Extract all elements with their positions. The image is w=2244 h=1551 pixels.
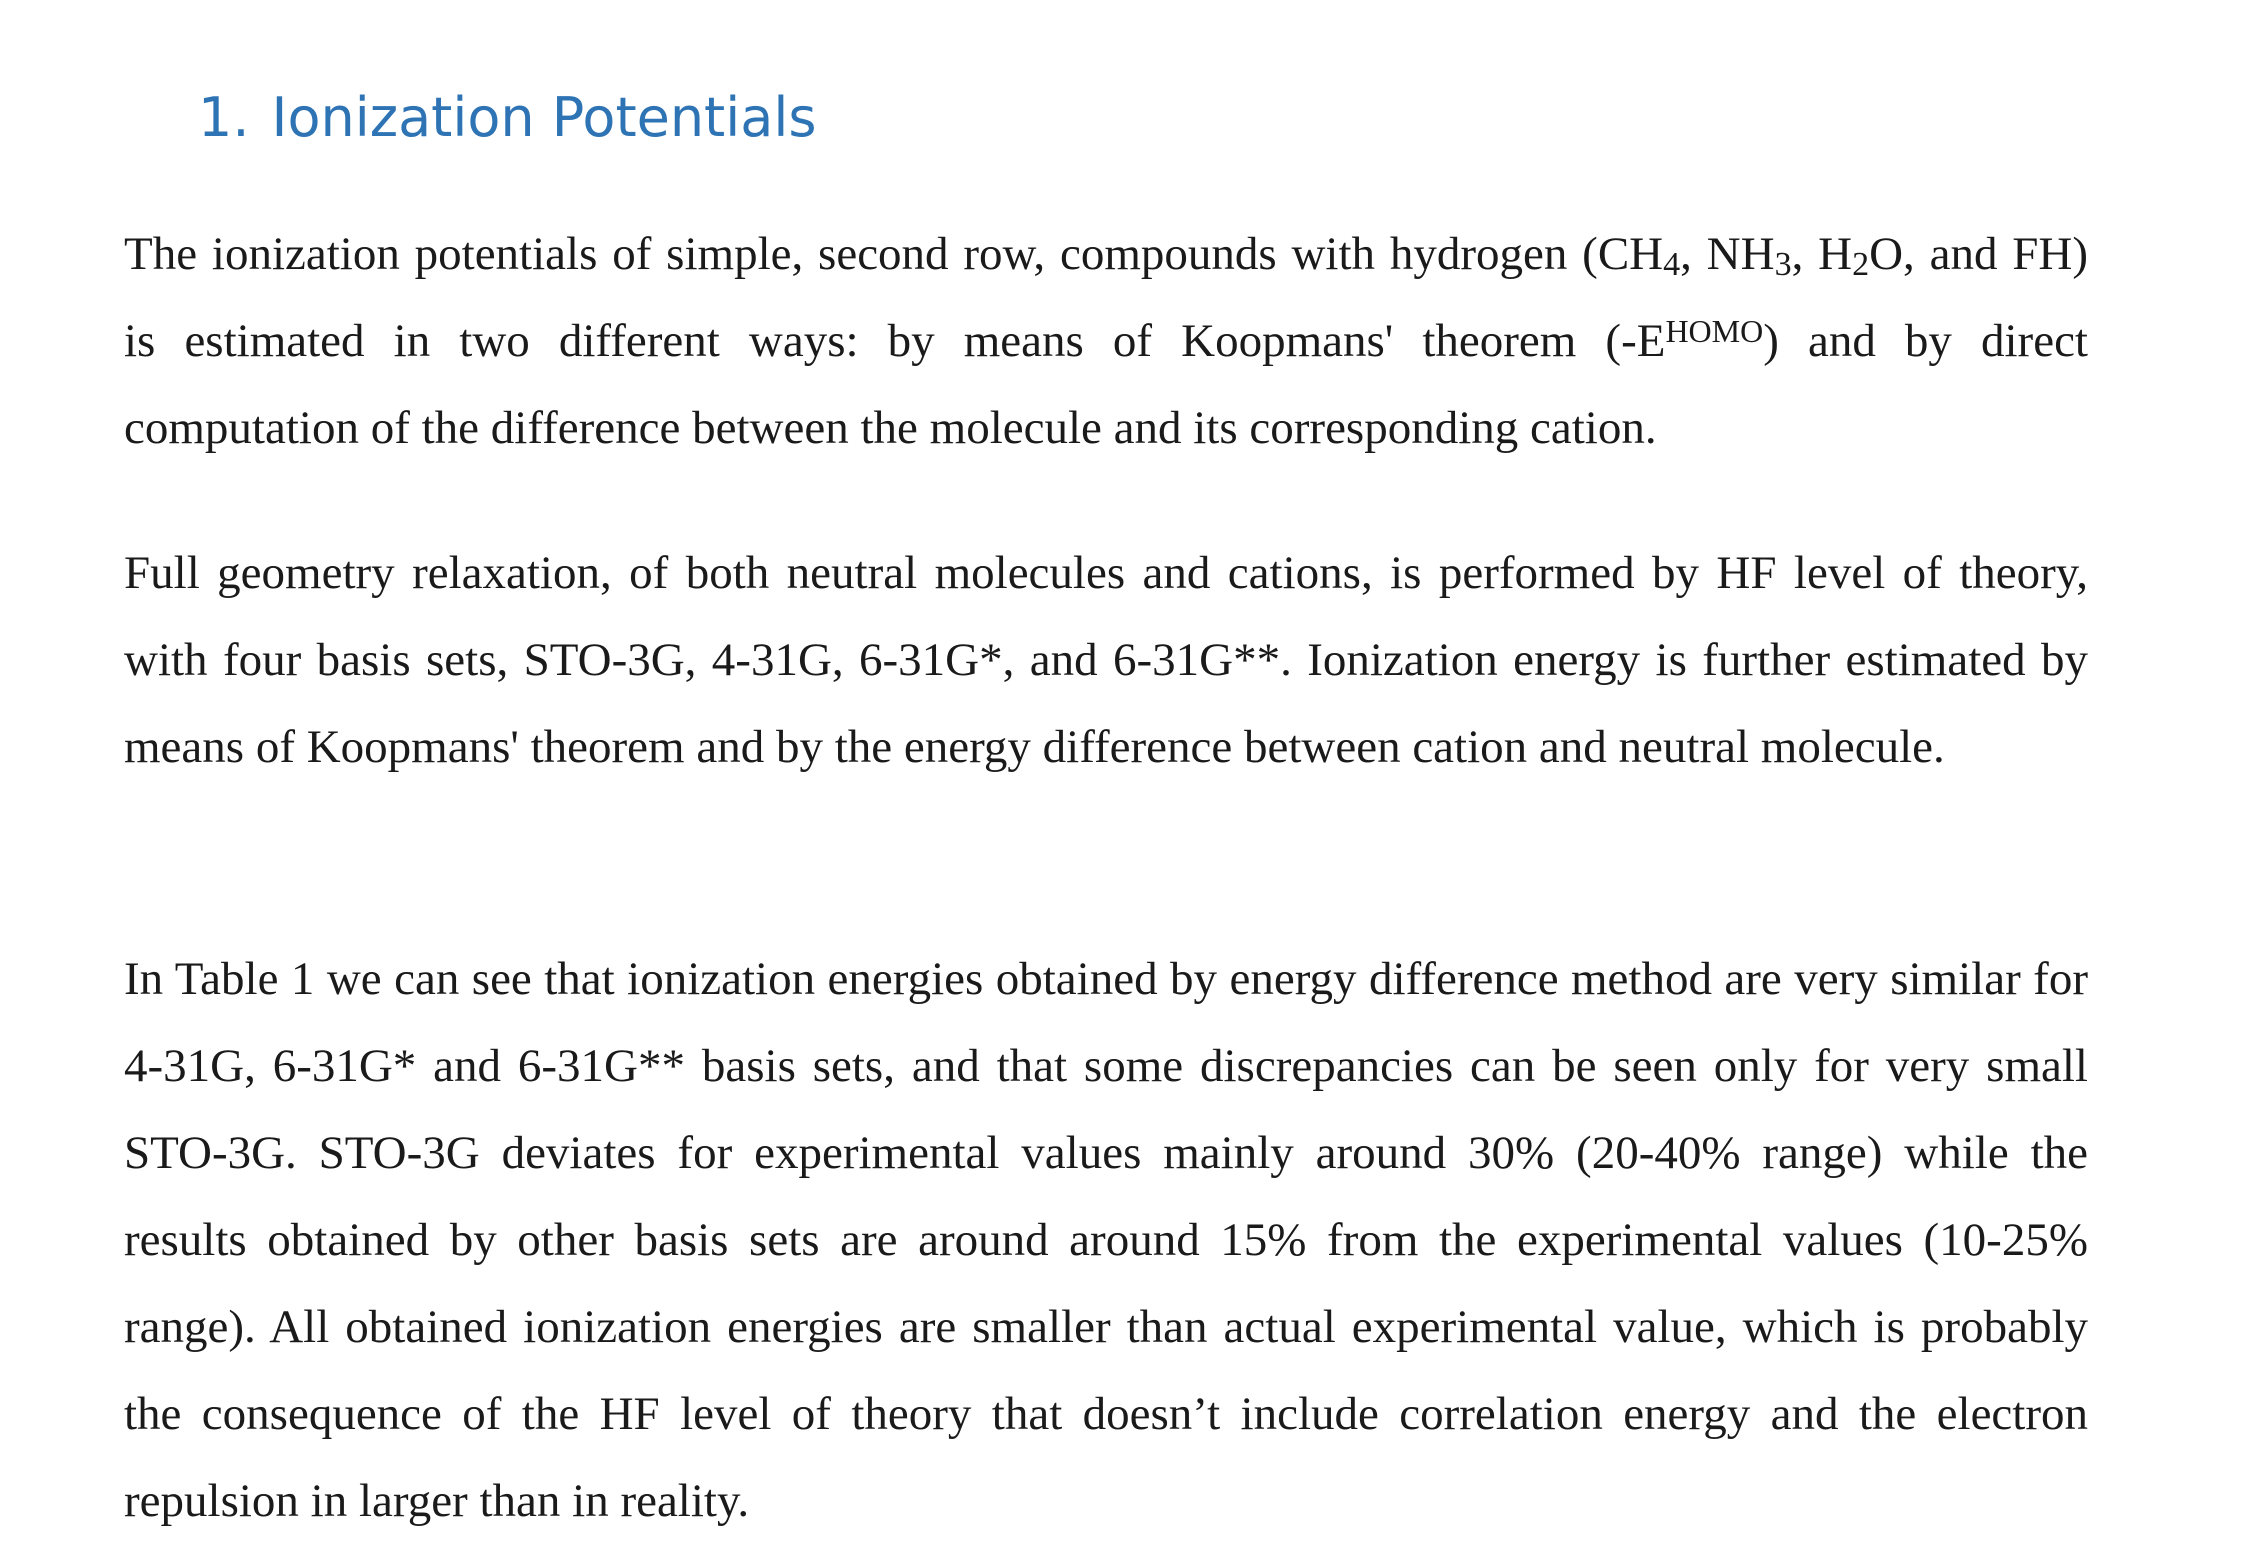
paragraph-text: , NH (1680, 228, 1775, 280)
subscript: 3 (1774, 246, 1792, 283)
paragraph-intro (124, 211, 2088, 472)
paragraph-methods: Full geometry relaxation, of both neutral molecules and cations, is performed by HF level of theory, with four basis sets, STO-3G, 4-31G, 6-31G*, and 6-31G**. Ionization energy is further estimated by means of Koopmans' theorem and by the energy difference between cation and neutral molecule. (124, 547, 2088, 773)
subscript: 4 (1663, 246, 1681, 283)
section-number: 1. (198, 86, 250, 149)
subscript: 2 (1852, 246, 1870, 283)
section-heading (198, 78, 816, 158)
paragraph-text: O, and FH) is estimated in two different ways: by means of Koopmans' theorem (-E (124, 228, 2088, 367)
section-title: Ionization Potentials (271, 86, 817, 149)
paragraph-text: , H (1791, 228, 1853, 280)
paragraph-results: In Table 1 we can see that ionization energies obtained by energy difference method are very similar for 4-31G, 6-31G* and 6-31G** basis sets, and that some discrepancies can be seen only for very small STO-3G. STO-3G deviates for experimental values mainly around 30% (20-40% range) while the results obtained by other basis sets are around around 15% from the experimental values (10-25% range). All obtained ionization energies are smaller than actual experimental value, which is probably the consequence of the HF level of theory that doesn’t include correlation energy and the electron repulsion in larger than in reality. (124, 953, 2088, 1527)
paragraph-text: The ionization potentials of simple, second row, compounds with hydrogen (CH (124, 228, 1664, 280)
superscript: HOMO (1665, 313, 1764, 349)
paragraph-text: ) and by direct computation of the difference between the molecule and its corresponding cation. (124, 315, 2088, 454)
